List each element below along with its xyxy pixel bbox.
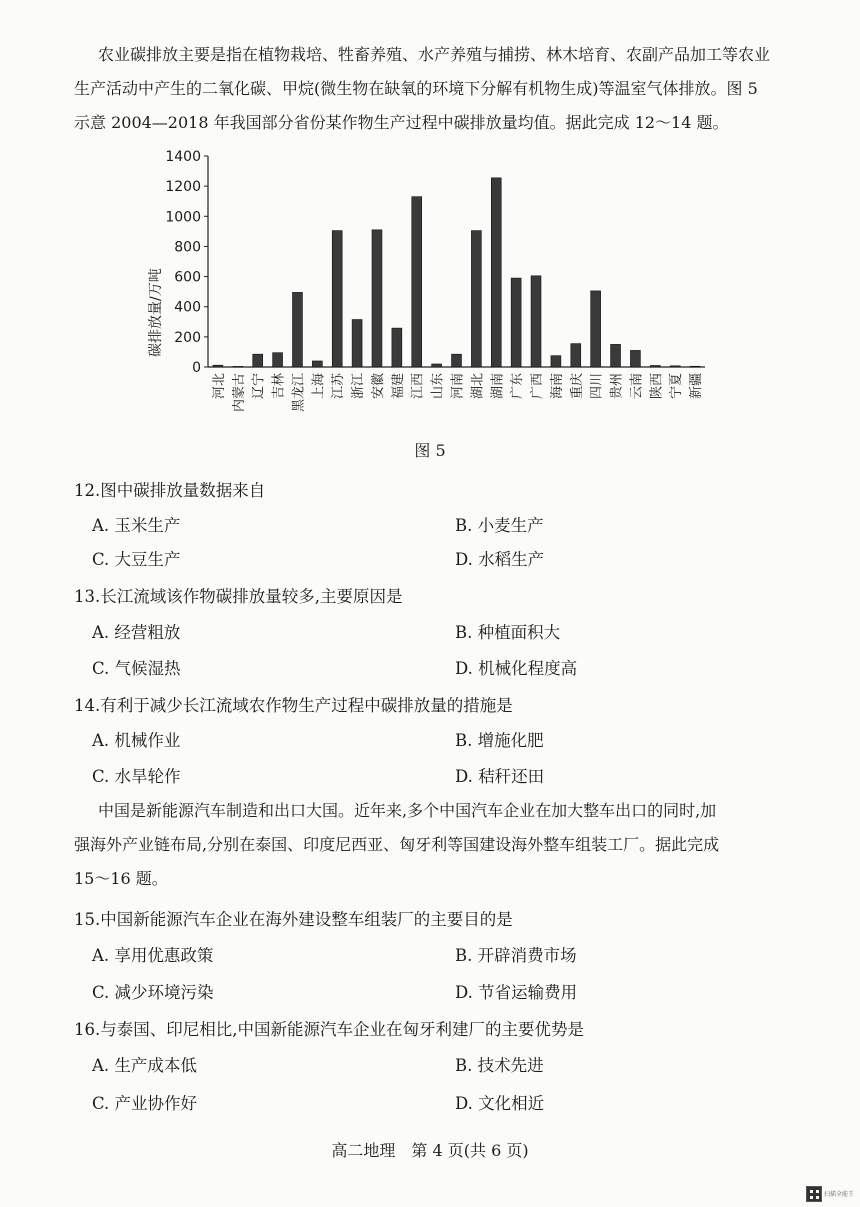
x-tick-label: 河北: [211, 373, 227, 400]
y-tick-label: 800: [174, 239, 201, 256]
question-14-stem: 14.有利于减少长江流域农作物生产过程中碳排放量的措施是: [74, 696, 513, 715]
q14-option-b: B. 增施化肥: [455, 731, 544, 750]
bar-湖北: [471, 231, 481, 367]
x-tick-label: 宁夏: [669, 373, 685, 400]
x-tick-label: 安徽: [370, 373, 386, 400]
bar-山东: [432, 364, 442, 367]
x-tick-label: 四川: [589, 373, 605, 400]
bar-福建: [392, 328, 402, 367]
intro2-line-2: 强海外产业链布局,分别在泰国、印度尼西亚、匈牙利等国建设海外整车组装工厂。据此完成: [74, 835, 720, 854]
intro2-line-3: 15～16 题。: [74, 869, 168, 888]
question-13-stem: 13.长江流域该作物碳排放量较多,主要原因是: [74, 587, 403, 606]
intro-line-2: 生产活动中产生的二氧化碳、甲烷(微生物在缺氧的环境下分解有机物生成)等温室气体排放。图 5: [74, 79, 758, 98]
q13-option-b: B. 种植面积大: [455, 623, 561, 642]
bar-新疆: [690, 366, 700, 367]
bar-安徽: [372, 230, 382, 367]
bar-贵州: [611, 344, 621, 367]
q15-option-c: C. 减少环境污染: [92, 983, 214, 1002]
y-tick-label: 600: [174, 269, 201, 286]
x-tick-label: 内蒙古: [231, 373, 247, 413]
x-tick-label: 吉林: [271, 373, 287, 400]
x-tick-label: 福建: [390, 373, 406, 400]
x-tick-label: 山东: [430, 373, 446, 400]
x-tick-label: 海南: [549, 373, 565, 400]
page-footer: 高二地理 第 4 页(共 6 页): [331, 1141, 529, 1160]
q13-option-a: A. 经营粗放: [92, 623, 181, 642]
bar-黑龙江: [292, 292, 302, 367]
y-tick-label: 200: [174, 329, 201, 346]
bar-四川: [591, 291, 601, 367]
x-tick-label: 云南: [629, 373, 645, 400]
intro-paragraph-2: [74, 794, 814, 896]
question-16-stem: 16.与泰国、印尼相比,中国新能源汽车企业在匈牙利建厂的主要优势是: [74, 1020, 584, 1039]
q16-option-d: D. 文化相近: [455, 1094, 545, 1113]
x-tick-label: 湖北: [470, 373, 486, 400]
q13-option-d: D. 机械化程度高: [455, 659, 578, 678]
intro-line-1: 农业碳排放主要是指在植物栽培、牲畜养殖、水产养殖与捕捞、林木培育、农副产品加工等农业: [98, 45, 771, 64]
bar-海南: [551, 356, 561, 367]
bar-宁夏: [670, 366, 680, 367]
bar-chart: [150, 148, 720, 413]
q12-option-b: B. 小麦生产: [455, 516, 544, 535]
q14-option-c: C. 水旱轮作: [92, 767, 181, 786]
q16-option-b: B. 技术先进: [455, 1056, 544, 1075]
bar-重庆: [571, 344, 581, 367]
q12-option-a: A. 玉米生产: [92, 516, 181, 535]
bar-广西: [531, 276, 541, 367]
bar-内蒙古: [233, 366, 243, 367]
bar-广东: [511, 278, 521, 367]
x-tick-label: 黑龙江: [291, 373, 307, 413]
x-tick-label: 贵州: [609, 373, 625, 400]
bar-辽宁: [253, 354, 263, 367]
bar-上海: [312, 361, 322, 367]
y-tick-label: 1200: [165, 179, 201, 196]
x-tick-label: 上海: [311, 373, 327, 400]
x-tick-label: 河南: [450, 373, 466, 400]
q14-option-d: D. 秸秆还田: [455, 767, 545, 786]
question-15-stem: 15.中国新能源汽车企业在海外建设整车组装厂的主要目的是: [74, 910, 513, 929]
bar-云南: [630, 350, 640, 367]
intro-line-3: 示意 2004—2018 年我国部分省份某作物生产过程中碳排放量均值。据此完成 12～14 题。: [74, 113, 729, 132]
y-tick-label: 1400: [165, 149, 201, 165]
bar-江苏: [332, 231, 342, 367]
bar-陕西: [650, 365, 660, 367]
q15-option-a: A. 享用优惠政策: [92, 946, 214, 965]
scanner-brand: 扫描全能王: [824, 1191, 855, 1198]
x-tick-label: 重庆: [569, 373, 585, 400]
x-tick-label: 新疆: [689, 373, 705, 400]
figure-caption: 图 5: [414, 441, 446, 460]
intro-paragraph-1: [74, 38, 814, 140]
q14-option-a: A. 机械作业: [92, 731, 181, 750]
bar-浙江: [352, 320, 362, 367]
bar-江西: [412, 197, 422, 367]
q16-option-a: A. 生产成本低: [92, 1056, 197, 1075]
y-tick-label: 0: [192, 360, 201, 376]
bar-吉林: [273, 353, 283, 367]
x-tick-label: 陕西: [649, 373, 665, 400]
q13-option-c: C. 气候湿热: [92, 659, 181, 678]
q12-option-d: D. 水稻生产: [455, 550, 545, 569]
bar-河北: [213, 365, 223, 367]
q15-option-d: D. 节省运输费用: [455, 983, 578, 1002]
x-tick-label: 湖南: [490, 373, 506, 400]
y-tick-label: 1000: [165, 209, 201, 226]
intro2-line-1: 中国是新能源汽车制造和出口大国。近年来,多个中国汽车企业在加大整车出口的同时,加: [98, 801, 717, 820]
q15-option-b: B. 开辟消费市场: [455, 946, 577, 965]
x-tick-label: 广东: [510, 373, 526, 400]
bar-河南: [452, 354, 462, 367]
x-tick-label: 江西: [410, 373, 426, 400]
q16-option-c: C. 产业协作好: [92, 1094, 198, 1113]
question-12-stem: 12.图中碳排放量数据来自: [74, 481, 266, 500]
y-axis-title: 碳排放量/万吨: [148, 268, 164, 357]
q12-option-c: C. 大豆生产: [92, 550, 181, 569]
qr-code-icon: [806, 1186, 822, 1202]
y-tick-label: 400: [174, 299, 201, 316]
x-tick-label: 辽宁: [251, 373, 267, 400]
x-tick-label: 浙江: [351, 373, 367, 400]
bar-湖南: [491, 178, 501, 367]
x-tick-label: 广西: [530, 373, 546, 400]
x-tick-label: 江苏: [331, 373, 347, 400]
